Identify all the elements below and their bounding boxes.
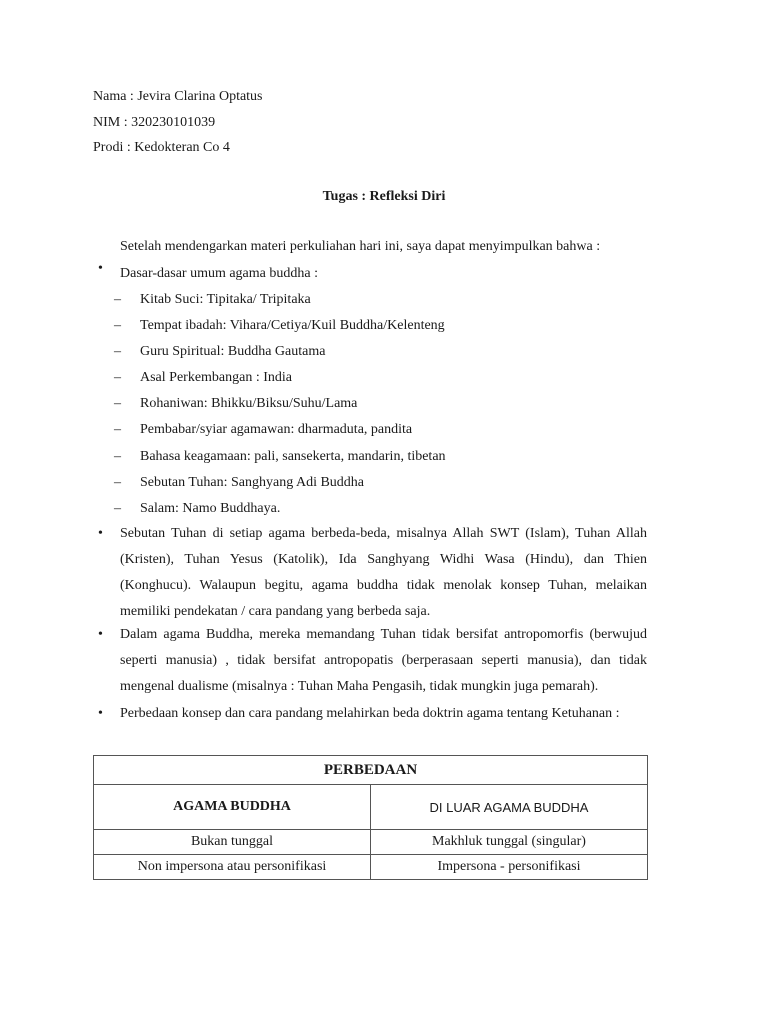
bullet-marker: • [98, 706, 103, 721]
dash-marker: – [114, 422, 121, 437]
sub-item-text: Rohaniwan: Bhikku/Biksu/Suhu/Lama [140, 396, 358, 411]
sub-item-text: Kitab Suci: Tipitaka/ Tripitaka [140, 292, 311, 307]
bullet-item-buddhist-view [93, 622, 647, 700]
sub-item-text: Asal Perkembangan : India [140, 370, 293, 385]
dash-marker: – [114, 292, 121, 307]
sub-item-text: Bahasa keagamaan: pali, sansekerta, mandarin, tibetan [140, 449, 446, 464]
sub-item-text: Pembabar/syiar agamawan: dharmaduta, pandita [140, 422, 413, 437]
column-header-outside: DI LUAR AGAMA BUDDHA [371, 785, 648, 830]
dash-marker: – [114, 318, 121, 333]
bullet-text: Dalam agama Buddha, mereka memandang Tuhan tidak bersifat antropomorfis (berwujud seperti manusia) , tidak bersifat antropopatis (berperasaan seperti manusia), dan tidak mengenal dualisme (misalnya : Tuhan Maha Pengasih, tidak mungkin juga pemarah). [120, 627, 647, 694]
dash-marker: – [114, 370, 121, 385]
student-nim: NIM : 320230101039 [93, 115, 216, 130]
document-title: Tugas : Refleksi Diri [322, 189, 446, 204]
dash-marker: – [114, 396, 121, 411]
table-row [94, 855, 648, 880]
bullet-item-god-names [93, 521, 647, 625]
dash-marker: – [114, 344, 121, 359]
dash-marker: – [114, 475, 121, 490]
table-caption: PERBEDAAN [94, 756, 648, 785]
column-header-buddha: AGAMA BUDDHA [94, 785, 371, 830]
sub-item-text: Salam: Namo Buddhaya. [140, 501, 281, 516]
bullet-text: Sebutan Tuhan di setiap agama berbeda-beda, misalnya Allah SWT (Islam), Tuhan Allah (Kristen), Tuhan Yesus (Katolik), Ida Sanghyang Widhi Wasa (Hindu), dan Thien (Konghucu). Walaupun begitu, agama buddha tidak menolak konsep Tuhan, melaikan memiliki pendekatan / cara pandang yang berbeda saja. [120, 526, 647, 619]
table-header-row [94, 785, 648, 830]
table-row [94, 830, 648, 855]
bullet-marker: • [98, 261, 103, 276]
table-cell: Bukan tunggal [94, 830, 371, 855]
bullet-item-basics [93, 261, 647, 287]
sub-item-text: Tempat ibadah: Vihara/Cetiya/Kuil Buddha/Kelenteng [140, 318, 445, 333]
bullet-text: Perbedaan konsep dan cara pandang melahirkan beda doktrin agama tentang Ketuhanan : [120, 706, 620, 721]
table-caption-row [94, 756, 648, 785]
bullet-marker: • [98, 627, 103, 642]
difference-table [93, 755, 648, 880]
table-cell: Non impersona atau personifikasi [94, 855, 371, 880]
bullet-marker: • [98, 526, 103, 541]
table-cell: Impersona - personifikasi [371, 855, 648, 880]
student-prodi: Prodi : Kedokteran Co 4 [93, 140, 230, 155]
student-name: Nama : Jevira Clarina Optatus [93, 89, 263, 104]
sub-item-text: Guru Spiritual: Buddha Gautama [140, 344, 326, 359]
bullet-text: Dasar-dasar umum agama buddha : [120, 266, 318, 281]
table-cell: Makhluk tunggal (singular) [371, 830, 648, 855]
sub-item-text: Sebutan Tuhan: Sanghyang Adi Buddha [140, 475, 365, 490]
dash-marker: – [114, 501, 121, 516]
bullet-item-differences [93, 701, 647, 727]
dash-marker: – [114, 449, 121, 464]
intro-paragraph: Setelah mendengarkan materi perkuliahan hari ini, saya dapat menyimpulkan bahwa : [120, 239, 601, 254]
